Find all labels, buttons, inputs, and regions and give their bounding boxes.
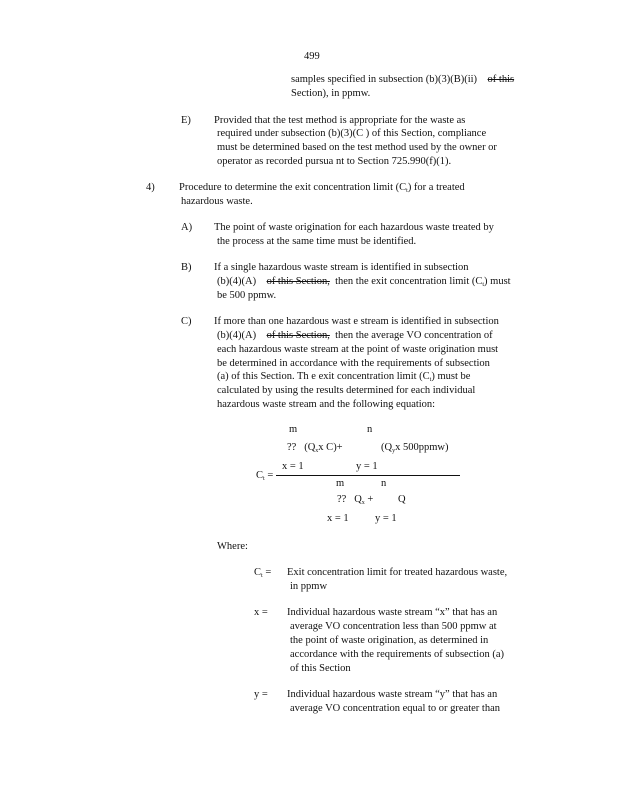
subscript: t xyxy=(406,188,408,194)
def-sym: y xyxy=(254,689,260,700)
eq-x-index-2: x = 1 xyxy=(327,513,349,524)
eq-term: = xyxy=(267,470,274,481)
struck-text: of this Section, xyxy=(266,276,330,287)
item-4-text: Procedure to determine the exit concentration limit (C xyxy=(179,182,407,193)
def-line: in ppmw xyxy=(290,581,328,592)
item-c-text: (b)(4)(A) xyxy=(217,330,257,341)
eq-term: C xyxy=(256,470,264,481)
eq-numerator-2 xyxy=(381,441,448,458)
def-sym: x xyxy=(254,607,260,618)
where-label: Where: xyxy=(217,541,248,552)
item-c-text: (a) of this Section. Th e exit concentration limit (C xyxy=(217,371,430,382)
eq-term: x C xyxy=(318,442,334,453)
item-b-line-3: be 500 ppmw. xyxy=(217,290,277,301)
subscript: t xyxy=(263,476,265,482)
def-eq: = xyxy=(265,567,272,578)
item-b-text: (b)(4)(A) xyxy=(217,276,257,287)
continuation-line-2: Section), in ppmw. xyxy=(291,88,371,99)
def-line: the point of waste origination, as determined in xyxy=(290,635,489,646)
subscript: y xyxy=(392,448,396,454)
def-sym: C xyxy=(254,567,262,578)
eq-term: )+ xyxy=(333,442,343,453)
item-c-line-4: be determined in accordance with the requirements of subsection xyxy=(217,358,490,369)
item-b-text: then the exit concentration limit (C xyxy=(335,276,483,287)
eq-term: x 500ppmw) xyxy=(395,442,449,453)
subscript: x xyxy=(315,448,319,454)
eq-x-index: x = 1 xyxy=(282,461,304,472)
item-c-line-1: If more than one hazardous wast e stream is identified in subsection xyxy=(214,316,499,327)
item-e-line-4: operator as recorded pursua nt to Section 725.990(f)(1). xyxy=(217,156,452,167)
eq-term: + xyxy=(367,494,374,505)
item-a-line-1: The point of waste origination for each hazardous waste treated by xyxy=(214,222,494,233)
def-symbol xyxy=(254,566,271,583)
eq-m-top: m xyxy=(289,424,298,435)
item-b-label: B) xyxy=(181,262,192,273)
eq-term: Q xyxy=(354,494,362,505)
subscript: t xyxy=(429,377,432,383)
eq-y-index-2: y = 1 xyxy=(375,513,397,524)
item-e-line-2: required under subsection (b)(3)(C ) of this Section, compliance xyxy=(217,128,487,139)
def-symbol xyxy=(254,688,268,702)
subscript: t xyxy=(261,573,263,579)
item-c-line-2 xyxy=(217,329,493,343)
def-eq: = xyxy=(261,689,268,700)
eq-n-top: n xyxy=(367,424,373,435)
item-b-line-1: If a single hazardous waste stream is identified in subsection xyxy=(214,262,469,273)
item-4-label: 4) xyxy=(146,182,155,193)
eq-n-bottom: n xyxy=(381,478,387,489)
item-a-label: A) xyxy=(181,222,193,233)
def-line: Exit concentration limit for treated hazardous waste, xyxy=(287,567,508,578)
subscript: t xyxy=(482,282,485,288)
item-a-line-2: the process at the same time must be identified. xyxy=(217,236,417,247)
eq-denominator xyxy=(337,493,373,510)
def-line: Individual hazardous waste stream “x” that has an xyxy=(287,607,498,618)
eq-y-index: y = 1 xyxy=(356,461,378,472)
item-b-text: ) must xyxy=(484,276,511,287)
page-number: 499 xyxy=(304,51,320,62)
fraction-bar xyxy=(276,475,460,476)
def-line: average VO concentration less than 500 ppmw at xyxy=(290,621,497,632)
def-symbol xyxy=(254,606,268,620)
item-e-line-1: Provided that the test method is appropriate for the waste as xyxy=(214,115,466,126)
item-c-line-6: calculated by using the results determined for each individual xyxy=(217,385,476,396)
summation-icon: ?? xyxy=(287,442,297,453)
item-c-text: then the average VO concentration of xyxy=(335,330,493,341)
eq-numerator xyxy=(287,441,343,458)
eq-m-bottom: m xyxy=(336,478,345,489)
def-eq: = xyxy=(261,607,268,618)
subscript: x xyxy=(361,500,365,506)
struck-text: of this xyxy=(487,74,515,85)
def-line: accordance with the requirements of subsection (a) xyxy=(290,649,504,660)
item-c-label: C) xyxy=(181,316,192,327)
item-4-line-2: hazardous waste. xyxy=(181,196,253,207)
eq-term: (Q xyxy=(381,442,393,453)
item-c-line-7: hazardous waste stream and the following equation: xyxy=(217,399,436,410)
struck-text: of this Section, xyxy=(266,330,330,341)
item-c-line-3: each hazardous waste stream at the point of waste origination must xyxy=(217,344,499,355)
eq-term: (Q xyxy=(304,442,316,453)
eq-lhs xyxy=(256,469,273,486)
item-e-label: E) xyxy=(181,115,191,126)
continuation-line-1 xyxy=(291,73,514,87)
item-4-text-end: ) for a treated xyxy=(407,182,465,193)
def-line: of this Section xyxy=(290,663,351,674)
def-line: average VO concentration equal to or greater than xyxy=(290,703,500,714)
item-e-line-3: must be determined based on the test method used by the owner or xyxy=(217,142,497,153)
eq-denominator-q: Q xyxy=(398,494,406,505)
item-c-text: ) must be xyxy=(431,371,471,382)
summation-icon: ?? xyxy=(337,494,347,505)
continuation-text: samples specified in subsection (b)(3)(B)(ii) xyxy=(291,74,478,85)
def-line: Individual hazardous waste stream “y” that has an xyxy=(287,689,498,700)
